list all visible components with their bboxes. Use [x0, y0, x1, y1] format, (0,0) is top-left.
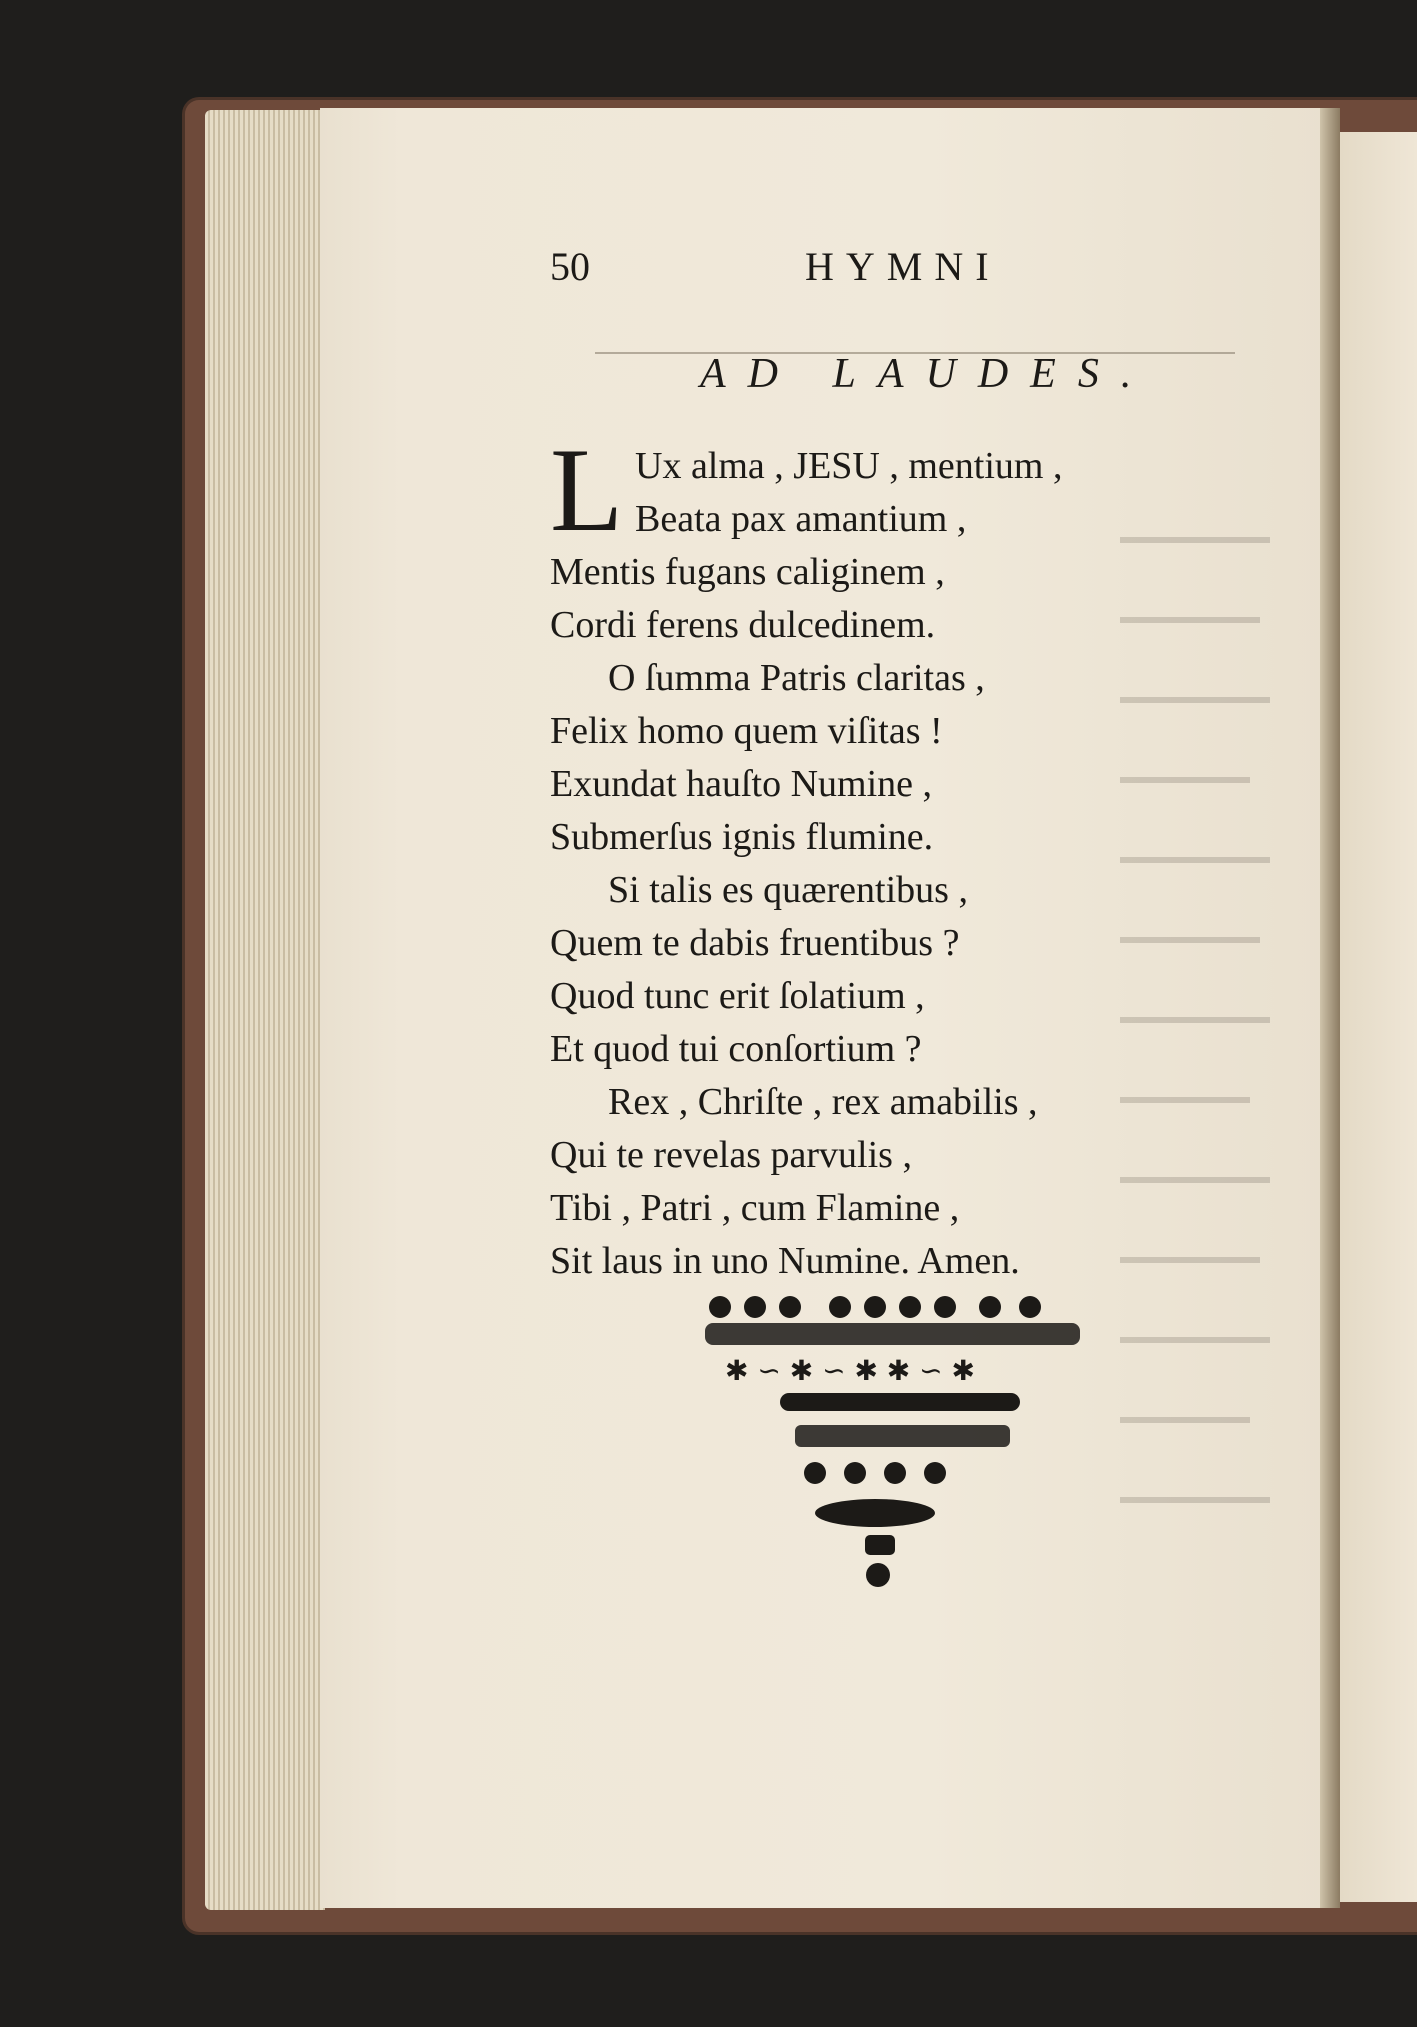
section-title: AD LAUDES.: [700, 351, 1154, 397]
verse-line: Quod tunc erit ſolatium ,: [550, 975, 925, 1017]
verse-line: O ſumma Patris claritas ,: [608, 657, 985, 699]
verse-line: Quem te dabis fruentibus ?: [550, 922, 960, 964]
running-head: [550, 243, 1250, 303]
page-number: 50: [550, 244, 590, 289]
verse-line: Sit laus in uno Numine. Amen.: [550, 1240, 1020, 1282]
verse-line: Exundat hauſto Numine ,: [550, 763, 933, 805]
gutter: [1320, 108, 1340, 1908]
running-head-title: HYMNI: [805, 244, 1001, 289]
svg-text:✱ ∽ ✱ ∽ ✱ ✱ ∽ ✱: ✱ ∽ ✱ ∽ ✱ ✱ ∽ ✱: [725, 1354, 975, 1387]
verse-line: Et quod tui conſortium ?: [550, 1028, 922, 1070]
verse-line: Tibi , Patri , cum Flamine ,: [550, 1187, 960, 1229]
facing-page-edge: [1340, 132, 1417, 1902]
bleed-through-text: [1100, 500, 1280, 1600]
verse-line: Felix homo quem viſitas !: [550, 710, 943, 752]
verse-line: Ux alma , JESU , mentium ,: [635, 445, 1063, 487]
verse-line: Submerſus ignis flumine.: [550, 816, 934, 858]
verse-line: Beata pax amantium ,: [635, 498, 967, 540]
verse-line: Qui te revelas parvulis ,: [550, 1134, 912, 1176]
verse-line: Cordi ferens dulcedinem.: [550, 604, 936, 646]
verse-line: Mentis fugans caliginem ,: [550, 551, 945, 593]
drop-capital: L: [550, 423, 624, 556]
floral-tailpiece-icon: [700, 1285, 1100, 1595]
curl-row: [709, 1296, 1041, 1318]
verse-line: Rex , Chriſte , rex amabilis ,: [608, 1081, 1038, 1123]
page-edges: [205, 110, 325, 1910]
verse-line: Si talis es quærentibus ,: [608, 869, 968, 911]
